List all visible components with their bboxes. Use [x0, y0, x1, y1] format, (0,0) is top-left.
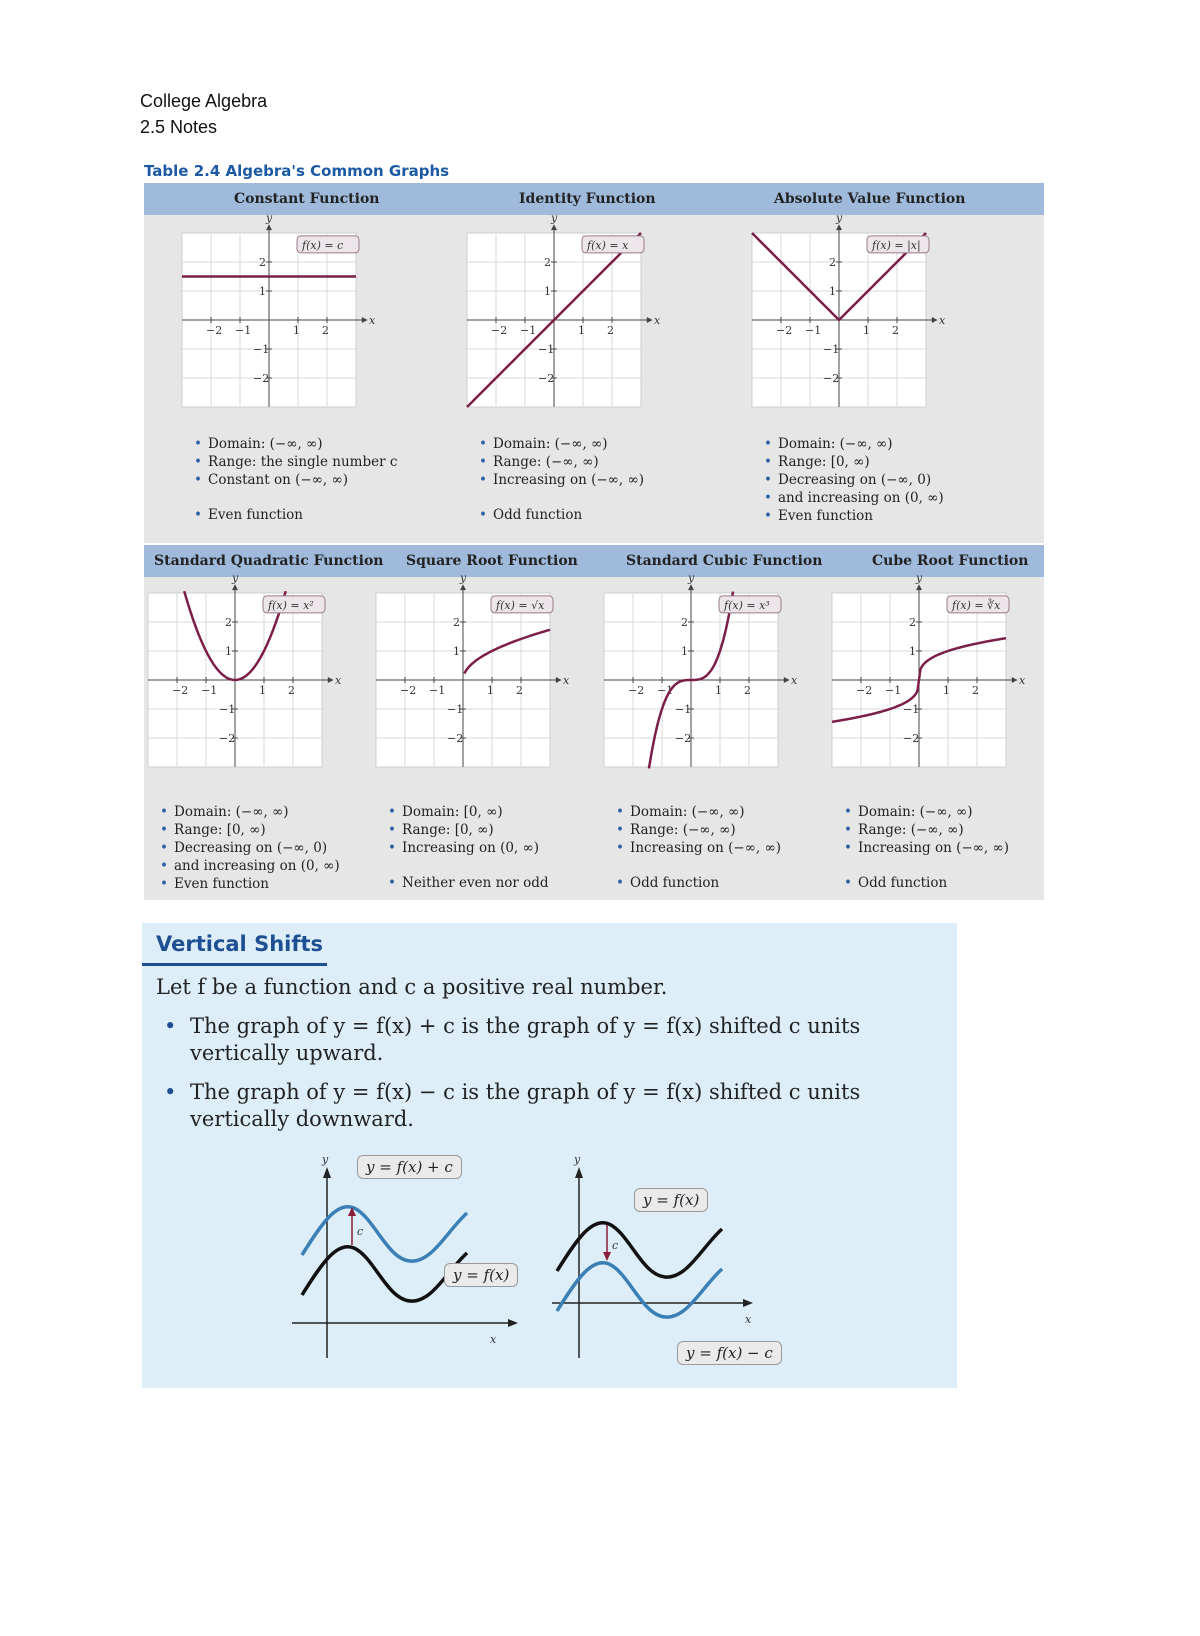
graph-quadratic	[150, 571, 350, 775]
y-axis-label: y	[836, 211, 843, 225]
x-arrow-icon	[784, 677, 790, 683]
y-tick-label: 1	[829, 285, 836, 298]
x-tick-label: 1	[293, 324, 300, 337]
x-tick-label: −2	[491, 324, 508, 337]
x-tick-label: 2	[322, 324, 329, 337]
vertical-shifts-rules	[156, 1013, 926, 1145]
x-tick-label: −1	[885, 684, 902, 697]
property-item: • Increasing on (0, ∞)	[388, 839, 549, 857]
x-tick-label: 1	[259, 684, 266, 697]
property-item: • Domain: (−∞, ∞)	[160, 803, 340, 821]
property-item: • Range: [0, ∞)	[388, 821, 549, 839]
y-tick-label: 2	[909, 616, 916, 629]
x-tick-label: −2	[172, 684, 189, 697]
original-curve	[557, 1223, 722, 1277]
x-axis-label: x	[1019, 674, 1026, 687]
graph-cubic	[606, 571, 806, 775]
shift-rule-down: • The graph of y = f(x) − c is the graph of y = f(x) shifted c units vertically downward.	[156, 1079, 926, 1133]
property-item: • Range: the single number c	[194, 453, 397, 471]
function-label	[947, 596, 1009, 613]
shifted-curve	[557, 1263, 722, 1317]
graph-sqrt	[378, 571, 578, 775]
properties-cbrt	[844, 803, 1009, 892]
property-item: • Domain: (−∞, ∞)	[764, 435, 944, 453]
y-tick-label: −1	[823, 343, 840, 356]
properties-cubic	[616, 803, 781, 892]
graph-title-quadratic: Standard Quadratic Function	[154, 553, 384, 569]
y-tick-label: −1	[538, 343, 555, 356]
symmetry-item: • Neither even nor odd	[388, 874, 549, 892]
graph-constant	[184, 211, 384, 415]
c-label: c	[612, 1239, 619, 1252]
function-label	[297, 236, 359, 253]
property-item: • Domain: [0, ∞)	[388, 803, 549, 821]
y-tick-label: 1	[225, 645, 232, 658]
x-arrow-icon	[556, 677, 562, 683]
y-tick-label: −1	[675, 703, 692, 716]
y-axis-label: y	[574, 1153, 581, 1166]
x-tick-label: −1	[520, 324, 537, 337]
x-tick-label: 2	[744, 684, 751, 697]
y-axis-label: y	[266, 211, 273, 225]
vertical-shifts-title: Vertical Shifts	[156, 932, 324, 956]
x-axis-arrow-icon	[743, 1299, 753, 1307]
y-tick-label: −2	[538, 372, 555, 385]
properties-sqrt	[388, 803, 549, 892]
vertical-shifts-intro: Let f be a function and c a positive real number.	[156, 975, 668, 999]
x-arrow-icon	[362, 317, 368, 323]
y-tick-label: 2	[259, 256, 266, 269]
shifted-function-callout: y = f(x) + c	[357, 1155, 462, 1179]
x-arrow-icon	[328, 677, 334, 683]
y-axis-label: y	[232, 571, 239, 585]
table-row-1	[144, 183, 1044, 543]
property-item: • Decreasing on (−∞, 0)	[160, 839, 340, 857]
properties-quadratic	[160, 803, 340, 893]
function-label	[491, 596, 553, 613]
property-item: • Decreasing on (−∞, 0)	[764, 471, 944, 489]
property-item: • Range: (−∞, ∞)	[616, 821, 781, 839]
x-arrow-icon	[647, 317, 653, 323]
y-tick-label: −2	[903, 732, 920, 745]
property-item: • Domain: (−∞, ∞)	[194, 435, 397, 453]
x-tick-label: 2	[892, 324, 899, 337]
vertical-shifts-box	[142, 923, 957, 1388]
x-tick-label: −1	[201, 684, 218, 697]
x-tick-label: −1	[805, 324, 822, 337]
function-label-text: f(x) = √x	[496, 598, 545, 612]
y-axis-label: y	[688, 571, 695, 585]
property-item: • Increasing on (−∞, ∞)	[616, 839, 781, 857]
property-item: • Domain: (−∞, ∞)	[844, 803, 1009, 821]
y-tick-label: 2	[225, 616, 232, 629]
properties-constant	[194, 435, 397, 524]
y-tick-label: −1	[253, 343, 270, 356]
property-item: • Domain: (−∞, ∞)	[616, 803, 781, 821]
x-tick-label: −2	[400, 684, 417, 697]
graph-title-cubic: Standard Cubic Function	[626, 553, 823, 569]
table-row-2	[144, 545, 1044, 900]
y-tick-label: −2	[253, 372, 270, 385]
shift-up-figure	[282, 1153, 542, 1363]
y-tick-label: 1	[681, 645, 688, 658]
course-title: College Algebra	[140, 91, 268, 111]
symmetry-item: • Even function	[764, 507, 944, 525]
y-axis-label: y	[916, 571, 923, 585]
x-axis-label: x	[654, 314, 661, 327]
y-tick-label: 2	[829, 256, 836, 269]
function-label	[867, 236, 929, 253]
property-item: • Constant on (−∞, ∞)	[194, 471, 397, 489]
symmetry-item: • Odd function	[844, 874, 1009, 892]
y-arrow-icon	[916, 584, 922, 590]
property-item: • Range: (−∞, ∞)	[844, 821, 1009, 839]
property-item: • and increasing on (0, ∞)	[764, 489, 944, 507]
y-tick-label: 1	[909, 645, 916, 658]
function-label	[719, 596, 781, 613]
x-tick-label: −1	[657, 684, 674, 697]
x-tick-label: 1	[715, 684, 722, 697]
property-item: • Increasing on (−∞, ∞)	[479, 471, 644, 489]
y-tick-label: −1	[903, 703, 920, 716]
graph-absolute	[754, 211, 954, 415]
function-label-text: f(x) = x³	[724, 598, 770, 612]
y-tick-label: −1	[447, 703, 464, 716]
y-tick-label: −2	[447, 732, 464, 745]
x-tick-label: 2	[972, 684, 979, 697]
x-tick-label: −2	[856, 684, 873, 697]
y-axis-label: y	[460, 571, 467, 585]
y-tick-label: 1	[544, 285, 551, 298]
y-axis-arrow-icon	[575, 1167, 583, 1178]
y-tick-label: 1	[453, 645, 460, 658]
function-label-text: f(x) = x²	[268, 598, 314, 612]
x-tick-label: 1	[943, 684, 950, 697]
function-label	[582, 236, 644, 253]
y-tick-label: −1	[219, 703, 236, 716]
shift-rule-up: • The graph of y = f(x) + c is the graph of y = f(x) shifted c units vertically upward.	[156, 1013, 926, 1067]
x-axis-label: x	[939, 314, 946, 327]
property-item: • and increasing on (0, ∞)	[160, 857, 340, 875]
c-label: c	[357, 1225, 364, 1238]
x-axis-label: x	[490, 1333, 497, 1346]
x-tick-label: −1	[235, 324, 252, 337]
table-title: Table 2.4 Algebra's Common Graphs	[144, 162, 450, 180]
shift-arrow-head-icon	[603, 1252, 611, 1261]
x-tick-label: 2	[288, 684, 295, 697]
x-axis-label: x	[745, 1313, 752, 1326]
y-tick-label: −2	[823, 372, 840, 385]
x-tick-label: 1	[487, 684, 494, 697]
symmetry-item: • Odd function	[479, 506, 644, 524]
y-tick-label: −2	[675, 732, 692, 745]
x-axis-arrow-icon	[508, 1319, 518, 1327]
x-axis-label: x	[369, 314, 376, 327]
y-tick-label: 2	[544, 256, 551, 269]
x-tick-label: 1	[863, 324, 870, 337]
property-item: • Range: (−∞, ∞)	[479, 453, 644, 471]
function-label	[263, 596, 325, 613]
x-axis-label: x	[563, 674, 570, 687]
original-function-callout: y = f(x)	[634, 1188, 708, 1212]
original-function-callout: y = f(x)	[444, 1263, 518, 1287]
x-tick-label: −1	[429, 684, 446, 697]
symmetry-item: • Even function	[194, 506, 397, 524]
property-item: • Increasing on (−∞, ∞)	[844, 839, 1009, 857]
x-axis-label: x	[335, 674, 342, 687]
property-item: • Range: [0, ∞)	[764, 453, 944, 471]
title-underline	[142, 963, 327, 966]
y-arrow-icon	[266, 224, 272, 230]
section-title: 2.5 Notes	[140, 117, 218, 137]
property-item: • Range: [0, ∞)	[160, 821, 340, 839]
x-arrow-icon	[1012, 677, 1018, 683]
graph-title-constant: Constant Function	[234, 191, 380, 207]
y-tick-label: 2	[453, 616, 460, 629]
function-label-text: f(x) = |x|	[872, 238, 921, 252]
x-tick-label: −2	[628, 684, 645, 697]
shifted-function-callout: y = f(x) − c	[677, 1341, 782, 1365]
properties-absolute	[764, 435, 944, 525]
symmetry-item: • Odd function	[616, 874, 781, 892]
y-arrow-icon	[551, 224, 557, 230]
x-tick-label: −2	[206, 324, 223, 337]
graph-title-cbrt: Cube Root Function	[872, 553, 1029, 569]
graph-cbrt	[834, 571, 1034, 775]
property-item: • Domain: (−∞, ∞)	[479, 435, 644, 453]
x-axis-label: x	[791, 674, 798, 687]
x-tick-label: 2	[607, 324, 614, 337]
y-axis-arrow-icon	[323, 1167, 331, 1178]
y-tick-label: −2	[219, 732, 236, 745]
function-label-text: f(x) = c	[302, 238, 344, 252]
graph-title-absolute: Absolute Value Function	[774, 191, 966, 207]
y-tick-label: 2	[681, 616, 688, 629]
y-arrow-icon	[688, 584, 694, 590]
properties-identity	[479, 435, 644, 524]
y-axis-label: y	[322, 1153, 329, 1166]
y-arrow-icon	[232, 584, 238, 590]
graph-identity	[469, 211, 669, 415]
function-label-text: f(x) = ∛x	[952, 598, 1001, 612]
y-arrow-icon	[836, 224, 842, 230]
y-tick-label: 1	[259, 285, 266, 298]
x-arrow-icon	[932, 317, 938, 323]
y-axis-label: y	[551, 211, 558, 225]
x-tick-label: 2	[516, 684, 523, 697]
shift-down-figure	[547, 1153, 807, 1363]
x-tick-label: −2	[776, 324, 793, 337]
function-label-text: f(x) = x	[587, 238, 629, 252]
graph-title-sqrt: Square Root Function	[406, 553, 578, 569]
y-arrow-icon	[460, 584, 466, 590]
graph-title-identity: Identity Function	[519, 191, 656, 207]
x-tick-label: 1	[578, 324, 585, 337]
symmetry-item: • Even function	[160, 875, 340, 893]
